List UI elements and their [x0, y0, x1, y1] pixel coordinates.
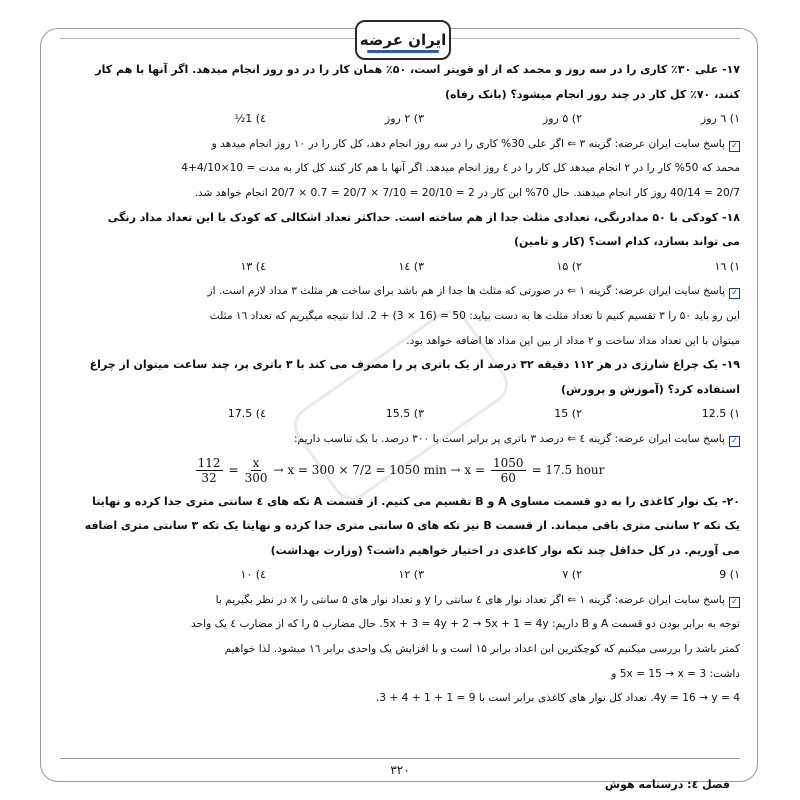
page-content	[60, 58, 740, 711]
proportion-equation	[60, 452, 740, 490]
chapter-title: فصل ٤: درسنامه هوش	[604, 778, 730, 791]
question-stem: ۱۷- علی ۳۰٪ کاری را در سه روز و محمد که از او قویتر است، ۵۰٪ همان کار را در دو روز انجام میدهد. اگر آنها با هم کار	[95, 63, 740, 76]
options-row	[60, 402, 740, 427]
option: ۱) 9	[719, 568, 740, 582]
question-stem: ۱۸- کودکی با ۵۰ مدادرنگی، تعدادی مثلث جدا از هم ساخته است. حداکثر تعداد اشکالی که کودک با این تعداد مداد رنگی	[107, 210, 740, 224]
checkbox-icon: ✓	[729, 288, 740, 299]
option: ٤) 1½	[234, 112, 266, 126]
logo-wave	[367, 50, 439, 53]
question-stem: می آوریم. در کل حداقل چند تکه نوار کاغذی در اختیار خواهیم داشت؟ (وزارت بهداشت)	[270, 543, 740, 557]
answer-line: ✓پاسخ سایت ایران عرضه: گزینه ٤ ⇐ درصد ۳ باتری پر برابر است با ۳۰۰ درصد. با یک تناسب داریم:	[60, 427, 740, 452]
answer-line: میتوان با این تعداد مداد ساخت و ۲ مداد از بین این مداد ها اضافه خواهد بود.	[406, 334, 740, 347]
question-stem: یک تکه ۲ سانتی متری باقی میماند. از قسمت B نیز تکه های ۵ سانتی متری جدا کرده و نهایتا یک تکه ۳ سانتی متری اضافه	[84, 519, 740, 533]
answer-line: محمد که 50% کار را در ۲ انجام میدهد کل کار را در ٤ روز انجام میدهد. اگر آنها با هم کار کنند کل کار به مدت = 10×4/10+4	[181, 162, 740, 175]
option: ۳) 15.5	[385, 407, 424, 421]
option: ۱) 12.5	[701, 407, 740, 421]
answer-line: 20/7 = 40/14 روز کار انجام میدهند. حال 70% این کار در 2 = 20/10 = 7/10 × 20/7 = 0.7 × 20/7 انجام خواهد شد.	[194, 186, 740, 199]
option: ۲) 15	[554, 407, 582, 421]
option: ۳) ۲ روز	[384, 112, 424, 126]
site-logo	[355, 20, 451, 60]
question-stem: ۲۰- یک نوار کاغذی را به دو قسمت مساوی A و B تقسیم می کنیم. از قسمت A تکه های ٤ سانتی متری جدا کرده و نهایتا	[92, 494, 740, 508]
option: ۱) ۱٦	[714, 259, 740, 273]
question-stem: ۱۹- یک چراغ شارژی در هر ۱۱۲ دقیقه ۳۲ درصد از یک باتری پر را مصرف می کند با ۳ باتری پر، چند ساعت میتوان از چراغ	[89, 358, 740, 372]
option: ۲) ۷	[562, 568, 582, 582]
checkbox-icon: ✓	[729, 436, 740, 447]
page-number: ۳۲۰	[390, 763, 410, 777]
equation-result: = 17.5 hour	[531, 463, 605, 478]
question-stem: کنند، ۷۰٪ کل کار در چند روز انجام میشود؟ (بانک رفاه)	[444, 87, 740, 101]
fraction: $\frac{1050}{60}$	[493, 456, 524, 485]
answer-line: توجه به برابر بودن دو قسمت A و B داریم: 5x + 3 = 4y + 2 → 5x + 1 = 4y. حال مضارب ۵ را که از مضارب ٤ یک واحد	[191, 618, 740, 631]
question-stem: استفاده کرد؟ (آموزش و پرورش)	[560, 382, 740, 396]
checkbox-icon: ✓	[729, 597, 740, 608]
equals-sign: =	[228, 463, 239, 478]
fraction: $\frac{x}{300}$	[244, 456, 268, 485]
options-row	[60, 563, 740, 588]
question-stem: می تواند بسازد، کدام است؟ (کار و تامین)	[513, 235, 740, 249]
answer-line: داشت: 5x = 15 → x = 3 و	[611, 667, 740, 680]
answer-line: ✓پاسخ سایت ایران عرضه: گزینه ۳ ⇐ اگر علی 30% کاری را در سه روز انجام دهد، کل کار را در ۱۰ روز انجام میدهد و	[60, 132, 740, 157]
option: ٤) 17.5	[227, 407, 266, 421]
option: ۳) ۱۲	[398, 568, 424, 582]
options-row	[60, 255, 740, 280]
equation-middle: → x = 300 × 7/2 = 1050 min → x =	[273, 463, 486, 478]
option: ۱) ٦ روز	[700, 112, 740, 126]
option: ۲) ۵ روز	[542, 112, 582, 126]
answer-line: ✓پاسخ سایت ایران عرضه: گزینه ۱ ⇐ در صورتی که مثلث ها جدا از هم باشد برای ساخت هر مثلث ۳ مداد لازم است. از	[60, 279, 740, 304]
options-row	[60, 107, 740, 132]
answer-line: ✓پاسخ سایت ایران عرضه: گزینه ۱ ⇐ اگر تعداد نوار های ٤ سانتی را y و تعداد نوار های ۵ سانتی را x در نظر بگیریم با	[60, 588, 740, 613]
fraction: $\frac{112}{32}$	[197, 456, 221, 485]
checkbox-icon: ✓	[729, 141, 740, 152]
option: ۳) ۱٤	[398, 259, 424, 273]
option: ۲) ۱۵	[556, 259, 582, 273]
logo-text: ایران عرضه	[359, 31, 447, 49]
answer-line: این رو باید ۵۰ را ۳ تقسیم کنیم تا تعداد مثلث ها به دست بیاید: 50 = (16 × 3) + 2. لذا نتیجه میگیریم که تعداد ۱٦ مثلث	[209, 309, 740, 322]
option: ٤) ۱۳	[240, 259, 266, 273]
option: ٤) ۱۰	[240, 568, 266, 582]
answer-line: کمتر باشد را بررسی میکنیم که کوچکترین این اعداد برابر ۱۵ است و با افزایش یک واحدی برابر ۱٦ میشود. لذا خواهیم	[224, 643, 740, 656]
answer-line: 4y = 16 → y = 4. تعداد کل نوار های کاغذی برابر است با 9 = 1 + 1 + 4 + 3.	[375, 692, 740, 705]
footer-rule	[60, 758, 740, 759]
